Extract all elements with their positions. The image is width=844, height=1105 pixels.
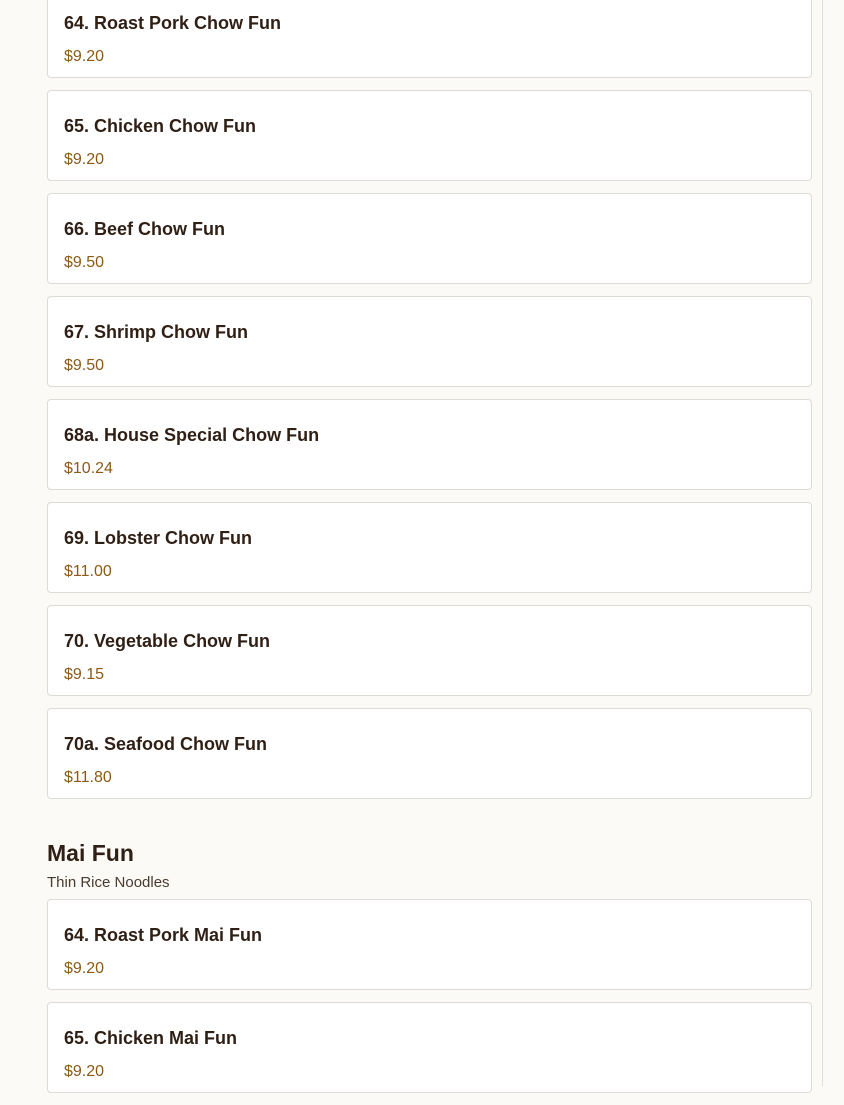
section-header-mai-fun xyxy=(47,811,812,899)
menu-item-price: $9.50 xyxy=(64,254,105,271)
menu-item-price: $9.50 xyxy=(64,357,105,374)
menu-item-price: $9.20 xyxy=(64,960,105,977)
menu-item-name: 66. Beef Chow Fun xyxy=(64,219,226,239)
menu-item-price: $9.20 xyxy=(64,151,105,168)
menu-item-name: 67. Shrimp Chow Fun xyxy=(64,322,249,342)
menu-item-card[interactable] xyxy=(47,0,812,78)
menu-item-name: 65. Chicken Mai Fun xyxy=(64,1028,238,1048)
menu-item-name: 65. Chicken Chow Fun xyxy=(64,116,257,136)
menu-item-card[interactable] xyxy=(47,502,812,593)
menu-item-name: 69. Lobster Chow Fun xyxy=(64,528,253,548)
menu-content xyxy=(47,0,812,1105)
menu-item-card[interactable] xyxy=(47,296,812,387)
menu-item-name: 64. Roast Pork Mai Fun xyxy=(64,925,263,945)
menu-item-price: $9.15 xyxy=(64,666,105,683)
menu-item-name: 70. Vegetable Chow Fun xyxy=(64,631,271,651)
menu-item-card[interactable] xyxy=(47,605,812,696)
menu-item-price: $9.20 xyxy=(64,1063,105,1080)
menu-item-price: $11.80 xyxy=(64,769,112,786)
menu-item-price: $9.20 xyxy=(64,48,105,65)
menu-item-card[interactable] xyxy=(47,193,812,284)
menu-item-card[interactable] xyxy=(47,708,812,799)
menu-item-price: $10.24 xyxy=(64,460,113,477)
menu-item-name: 64. Roast Pork Chow Fun xyxy=(64,13,282,33)
section-title: Mai Fun xyxy=(47,840,134,866)
menu-item-card[interactable] xyxy=(47,899,812,990)
menu-item-card[interactable] xyxy=(47,1002,812,1093)
menu-item-name: 70a. Seafood Chow Fun xyxy=(64,734,268,754)
menu-item-price: $11.00 xyxy=(64,563,112,580)
menu-item-name: 68a. House Special Chow Fun xyxy=(64,425,320,445)
menu-item-card[interactable] xyxy=(47,399,812,490)
menu-item-card[interactable] xyxy=(47,90,812,181)
right-divider xyxy=(822,0,823,1086)
section-subtitle: Thin Rice Noodles xyxy=(47,874,170,891)
